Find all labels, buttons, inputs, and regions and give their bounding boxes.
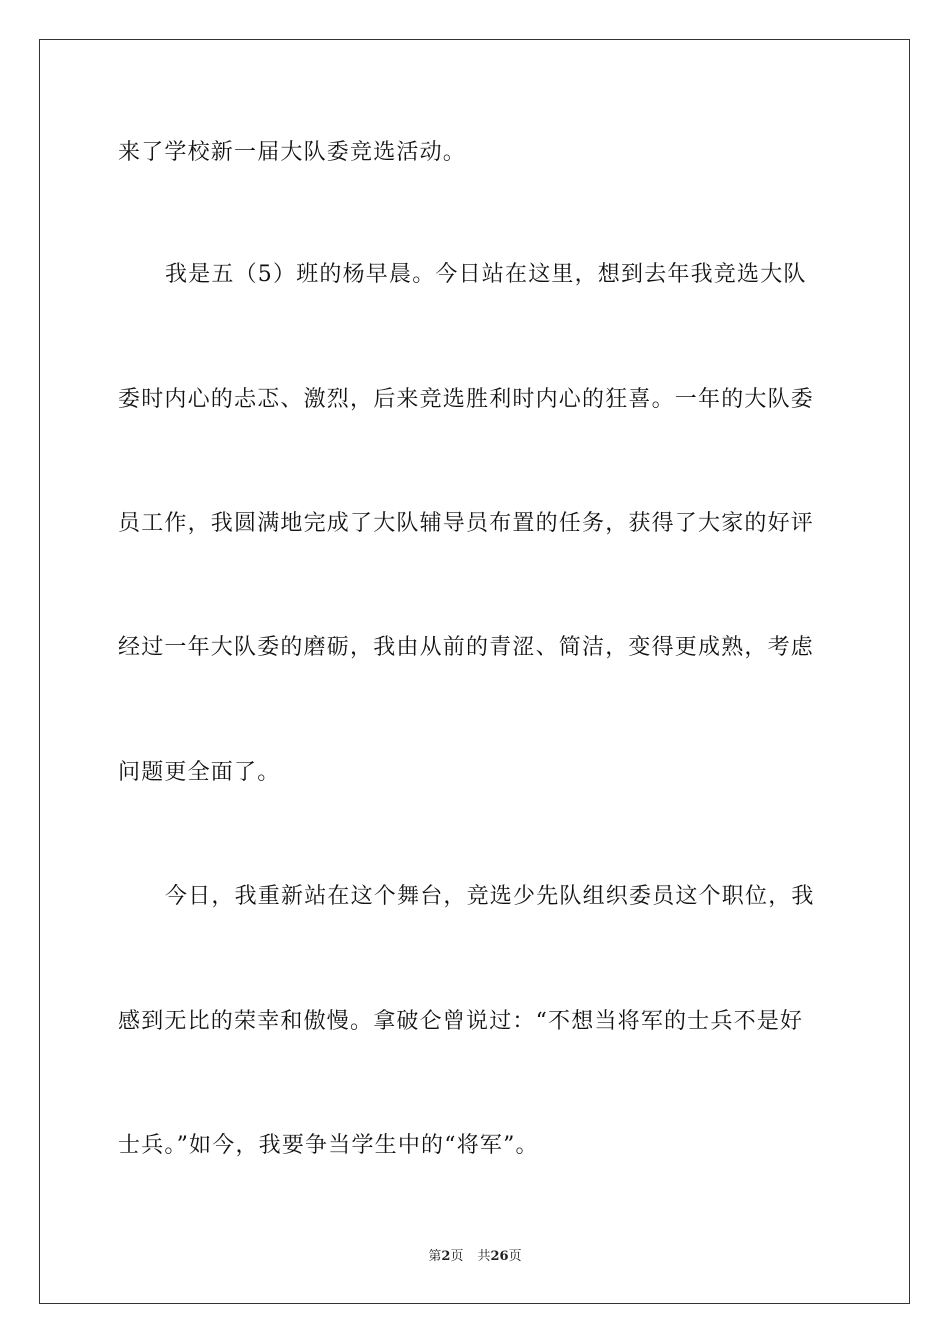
- page-border: [39, 39, 910, 1304]
- paragraph-line-9: 士兵。”如今，我要争当学生中的“将军”。: [118, 1133, 539, 1158]
- paragraph-line-2: 我是五（5）班的杨早晨。今日站在这里，想到去年我竞选大队: [165, 262, 807, 287]
- paragraph-line-6: 问题更全面了。: [118, 760, 281, 785]
- page-number: 2: [441, 1249, 451, 1264]
- paragraph-line-7: 今日，我重新站在这个舞台，竞选少先队组织委员这个职位，我: [165, 884, 815, 909]
- page-suffix: 页: [450, 1249, 464, 1264]
- paragraph-line-5: 经过一年大队委的磨砺，我由从前的青涩、简洁，变得更成熟，考虑: [118, 635, 815, 660]
- total-prefix: 共: [477, 1249, 491, 1264]
- paragraph-line-1: 来了学校新一届大队委竞选活动。: [118, 140, 467, 165]
- page-prefix: 第: [428, 1249, 442, 1264]
- paragraph-line-8: 感到无比的荣幸和傲慢。拿破仑曾说过：“不想当将军的士兵不是好: [118, 1009, 804, 1034]
- total-suffix: 页: [508, 1249, 522, 1264]
- total-pages: 26: [490, 1249, 509, 1264]
- paragraph-line-4: 员工作，我圆满地完成了大队辅导员布置的任务，获得了大家的好评: [118, 511, 815, 536]
- page-footer: [0, 1248, 950, 1266]
- paragraph-line-3: 委时内心的忐忑、激烈，后来竞选胜利时内心的狂喜。一年的大队委: [118, 387, 815, 412]
